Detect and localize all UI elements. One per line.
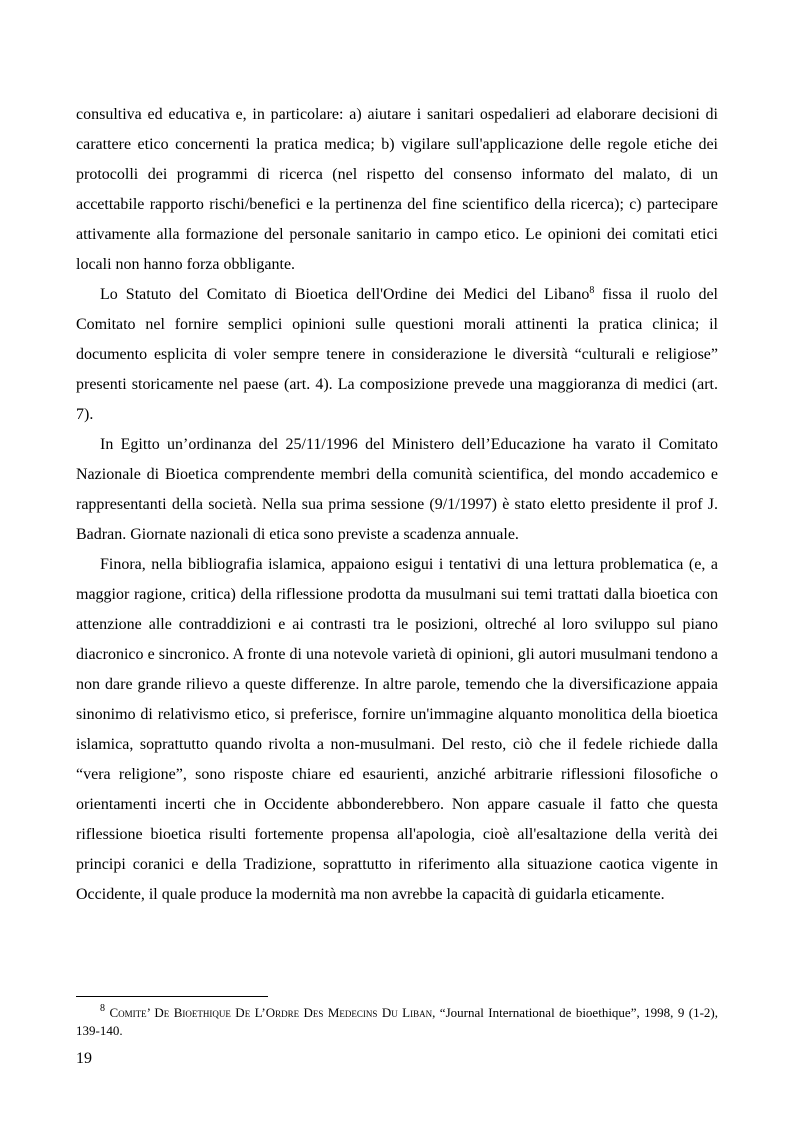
main-text [76,100,718,910]
footnote-author: Comite’ De Bioethique De L’Ordre Des Medecins Du Liban [109,1005,433,1020]
paragraph-1: consultiva ed educativa e, in particolare: a) aiutare i sanitari ospedalieri ad elaborare decisioni di carattere etico concernenti la pratica medica; b) vigilare sull'applicazione delle regole etiche dei protocolli dei programmi di ricerca (nel rispetto del consenso informato del malato, di un accettabile rapporto rischi/benefici e la pertinenza del fine scientifico della ricerca); c) partecipare attivamente alla formazione del personale sanitario in campo etico. Le opinioni dei comitati etici locali non hanno forza obbligante. [76,106,718,273]
paragraph-4: Finora, nella bibliografia islamica, appaiono esigui i tentativi di una lettura problematica (e, a maggior ragione, critica) della riflessione prodotta da musulmani sui temi trattati dalla bioetica con attenzione alle contraddizioni e ai contrasti tra le posizioni, oltreché al loro sviluppo sul piano diacronico e sincronico. A fronte di una notevole varietà di opinioni, gli autori musulmani tendono a non dare grande rilievo a queste differenze. In altre parole, temendo che la diversificazione appaia sinonimo di relativismo etico, si preferisce, fornire un'immagine alquanto monolitica della bioetica islamica, soprattutto quando rivolta a non-musulmani. Del resto, ciò che il fedele richiede dalla “vera religione”, sono risposte chiare ed esaurienti, anziché arbitrarie riflessioni filosofiche o orientamenti incerti che in Occidente abbonderebbero. Non appare casuale il fatto che questa riflessione bioetica risulti fortemente propensa all'apologia, cioè all'esaltazione della verità dei principi coranici e della Tradizione, soprattutto in riferimento alla situazione caotica vigente in Occidente, il quale produce la modernità ma non avrebbe la capacità di guidarla eticamente. [76,556,718,903]
page-number: 19 [76,1050,92,1067]
footnote-8 [76,1004,718,1040]
paragraph-2 [76,280,718,430]
footnote-reference-8[interactable]: 8 [589,285,595,296]
footnote-number: 8 [100,1003,105,1014]
paragraph-2-text-b: fissa il ruolo del Comitato nel fornire semplici opinioni sulle questioni morali attinenti la pratica clinica; il documento esplicita di voler sempre tenere in considerazione le diversità “culturali e religiose” presenti storicamente nel paese (art. 4). La composizione prevede una maggioranza di medici (art. 7). [76,286,718,423]
footnote-citation: , “Journal International de bioethique”, 1998, 9 (1-2), 139-140. [76,1005,719,1038]
paragraph-3: In Egitto un’ordinanza del 25/11/1996 del Ministero dell’Educazione ha varato il Comitato Nazionale di Bioetica comprendente membri della comunità scientifica, del mondo accademico e rappresentanti della società. Nella sua prima sessione (9/1/1997) è stato eletto presidente il prof J. Badran. Giornate nazionali di etica sono previste a scadenza annuale. [76,436,718,543]
paragraph-2-text-a: Lo Statuto del Comitato di Bioetica dell'Ordine dei Medici del Libano [100,286,590,303]
footnote-separator [76,996,268,997]
